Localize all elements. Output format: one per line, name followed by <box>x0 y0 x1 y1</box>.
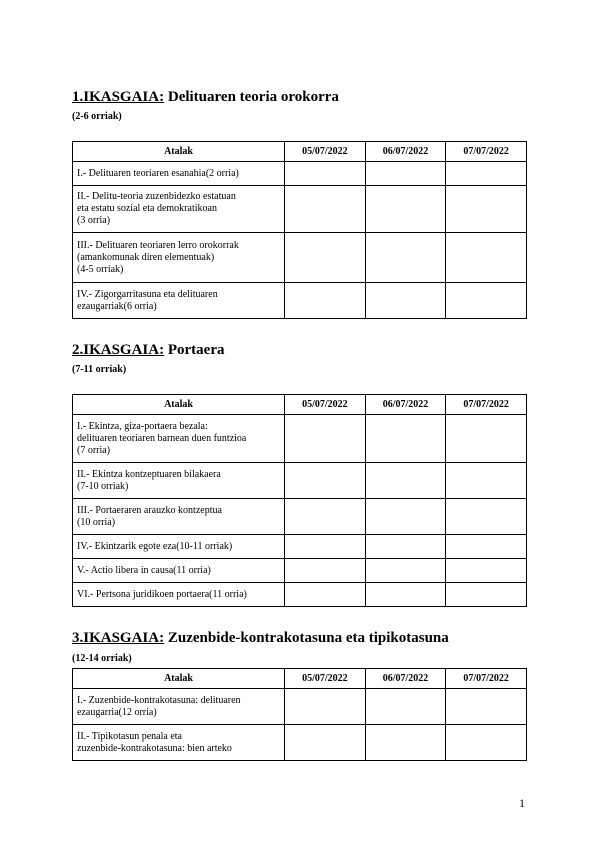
date-cell <box>365 535 446 559</box>
date-cell <box>365 583 446 607</box>
date-cell <box>365 233 446 283</box>
date-cell <box>446 186 527 233</box>
date-cell <box>285 415 366 463</box>
table-row <box>73 535 527 559</box>
row-topic <box>73 499 285 535</box>
topic-line: ezaugarriak(6 orria) <box>77 300 157 312</box>
date-cell <box>285 283 366 319</box>
date-cell <box>446 725 527 761</box>
section-heading <box>72 630 449 647</box>
topic-line: (4-5 orriak) <box>77 263 124 275</box>
table-row <box>73 583 527 607</box>
topic-line: delituaren teoriaren barnean duen funtzioa <box>77 432 247 444</box>
date-cell <box>285 186 366 233</box>
date-cell <box>365 186 446 233</box>
section-title: Delituaren teoria orokorra <box>167 89 339 105</box>
table-header-row <box>73 669 527 689</box>
section-pages: (2-6 orriak) <box>72 111 122 122</box>
col-header-date: 07/07/2022 <box>446 395 527 415</box>
section-2 <box>72 342 527 617</box>
section-pages: (12-14 orriak) <box>72 653 132 664</box>
col-header-date: 06/07/2022 <box>365 142 446 162</box>
section-title: Portaera <box>167 342 225 358</box>
topic-line: zuzenbide-kontrakotasuna: bien arteko <box>77 742 232 754</box>
section-heading <box>72 89 339 106</box>
topic-line: (7-10 orriak) <box>77 480 129 492</box>
row-topic <box>73 583 285 607</box>
date-cell <box>446 535 527 559</box>
topic-line: (10 orria) <box>77 516 116 528</box>
table-row <box>73 559 527 583</box>
date-cell <box>446 463 527 499</box>
section-table <box>72 668 527 761</box>
col-header-atalak: Atalak <box>73 395 285 415</box>
col-header-date: 05/07/2022 <box>285 395 366 415</box>
topic-line: eta estatu sozial eta demokratikoan <box>77 203 217 214</box>
col-header-date: 07/07/2022 <box>446 142 527 162</box>
row-topic <box>73 283 285 319</box>
date-cell <box>446 689 527 725</box>
col-header-atalak: Atalak <box>73 669 285 689</box>
date-cell <box>285 559 366 583</box>
date-cell <box>446 559 527 583</box>
page-number: 1 <box>519 796 525 810</box>
section-number: 3.IKASGAIA: <box>72 630 165 646</box>
table-row <box>73 463 527 499</box>
topic-line: II.- Delitu-teoria zuzenbidezko estatuan <box>77 191 236 202</box>
date-cell <box>446 283 527 319</box>
date-cell <box>365 725 446 761</box>
col-header-atalak: Atalak <box>73 142 285 162</box>
row-topic <box>73 689 285 725</box>
row-topic <box>73 162 285 186</box>
date-cell <box>446 415 527 463</box>
date-cell <box>365 463 446 499</box>
topic-line: III.- Portaeraren arauzko kontzeptua <box>77 504 222 516</box>
topic-line: ezaugarria(12 orria) <box>77 706 157 718</box>
topic-line: VI.- Pertsona juridikoen portaera(11 orria) <box>77 588 247 600</box>
col-header-date: 06/07/2022 <box>365 395 446 415</box>
section-pages: (7-11 orriak) <box>72 364 127 375</box>
section-table <box>72 394 527 607</box>
topic-line: I.- Delituaren teoriaren esanahia(2 orria) <box>77 167 239 179</box>
date-cell <box>365 283 446 319</box>
topic-line: (7 orria) <box>77 444 111 456</box>
section-1 <box>72 89 527 329</box>
row-topic <box>73 186 285 233</box>
date-cell <box>365 499 446 535</box>
topic-line: IV.- Ekintzarik egote eza(10-11 orriak) <box>77 540 233 552</box>
col-header-date: 05/07/2022 <box>285 669 366 689</box>
topic-line: V.- Actio libera in causa(11 orria) <box>77 564 211 576</box>
date-cell <box>285 162 366 186</box>
table-row <box>73 725 527 761</box>
topic-line: IV.- Zigorgarritasuna eta delituaren <box>77 288 218 300</box>
date-cell <box>285 725 366 761</box>
date-cell <box>285 233 366 283</box>
section-number: 1.IKASGAIA: <box>72 89 165 105</box>
topic-line: (amankomunak diren elementuak) <box>77 251 215 263</box>
topic-line: I.- Zuzenbide-kontrakotasuna: delituaren <box>77 694 241 706</box>
date-cell <box>365 162 446 186</box>
topic-line: (3 orria) <box>77 215 111 226</box>
section-number: 2.IKASGAIA: <box>72 342 165 358</box>
date-cell <box>285 689 366 725</box>
row-topic <box>73 535 285 559</box>
topic-line: I.- Ekintza, giza-portaera bezala: <box>77 420 208 432</box>
date-cell <box>446 162 527 186</box>
table-row <box>73 283 527 319</box>
section-title: Zuzenbide-kontrakotasuna eta tipikotasuna <box>167 630 449 646</box>
row-topic <box>73 415 285 463</box>
topic-line: III.- Delituaren teoriaren lerro orokorrak <box>77 239 239 251</box>
date-cell <box>365 559 446 583</box>
date-cell <box>365 689 446 725</box>
date-cell <box>285 583 366 607</box>
date-cell <box>446 583 527 607</box>
date-cell <box>285 535 366 559</box>
table-header-row <box>73 395 527 415</box>
table-header-row <box>73 142 527 162</box>
section-3 <box>72 630 527 770</box>
table-row <box>73 689 527 725</box>
date-cell <box>285 499 366 535</box>
col-header-date: 07/07/2022 <box>446 669 527 689</box>
col-header-date: 06/07/2022 <box>365 669 446 689</box>
table-row <box>73 186 527 233</box>
row-topic <box>73 559 285 583</box>
section-table <box>72 141 527 319</box>
section-heading <box>72 342 225 359</box>
row-topic <box>73 725 285 761</box>
date-cell <box>285 463 366 499</box>
row-topic <box>73 463 285 499</box>
table-row <box>73 499 527 535</box>
table-row <box>73 233 527 283</box>
date-cell <box>446 499 527 535</box>
table-row <box>73 162 527 186</box>
date-cell <box>446 233 527 283</box>
topic-line: II.- Tipikotasun penala eta <box>77 730 182 742</box>
table-row <box>73 415 527 463</box>
date-cell <box>365 415 446 463</box>
col-header-date: 05/07/2022 <box>285 142 366 162</box>
topic-line: II.- Ekintza kontzeptuaren bilakaera <box>77 468 221 480</box>
row-topic <box>73 233 285 283</box>
